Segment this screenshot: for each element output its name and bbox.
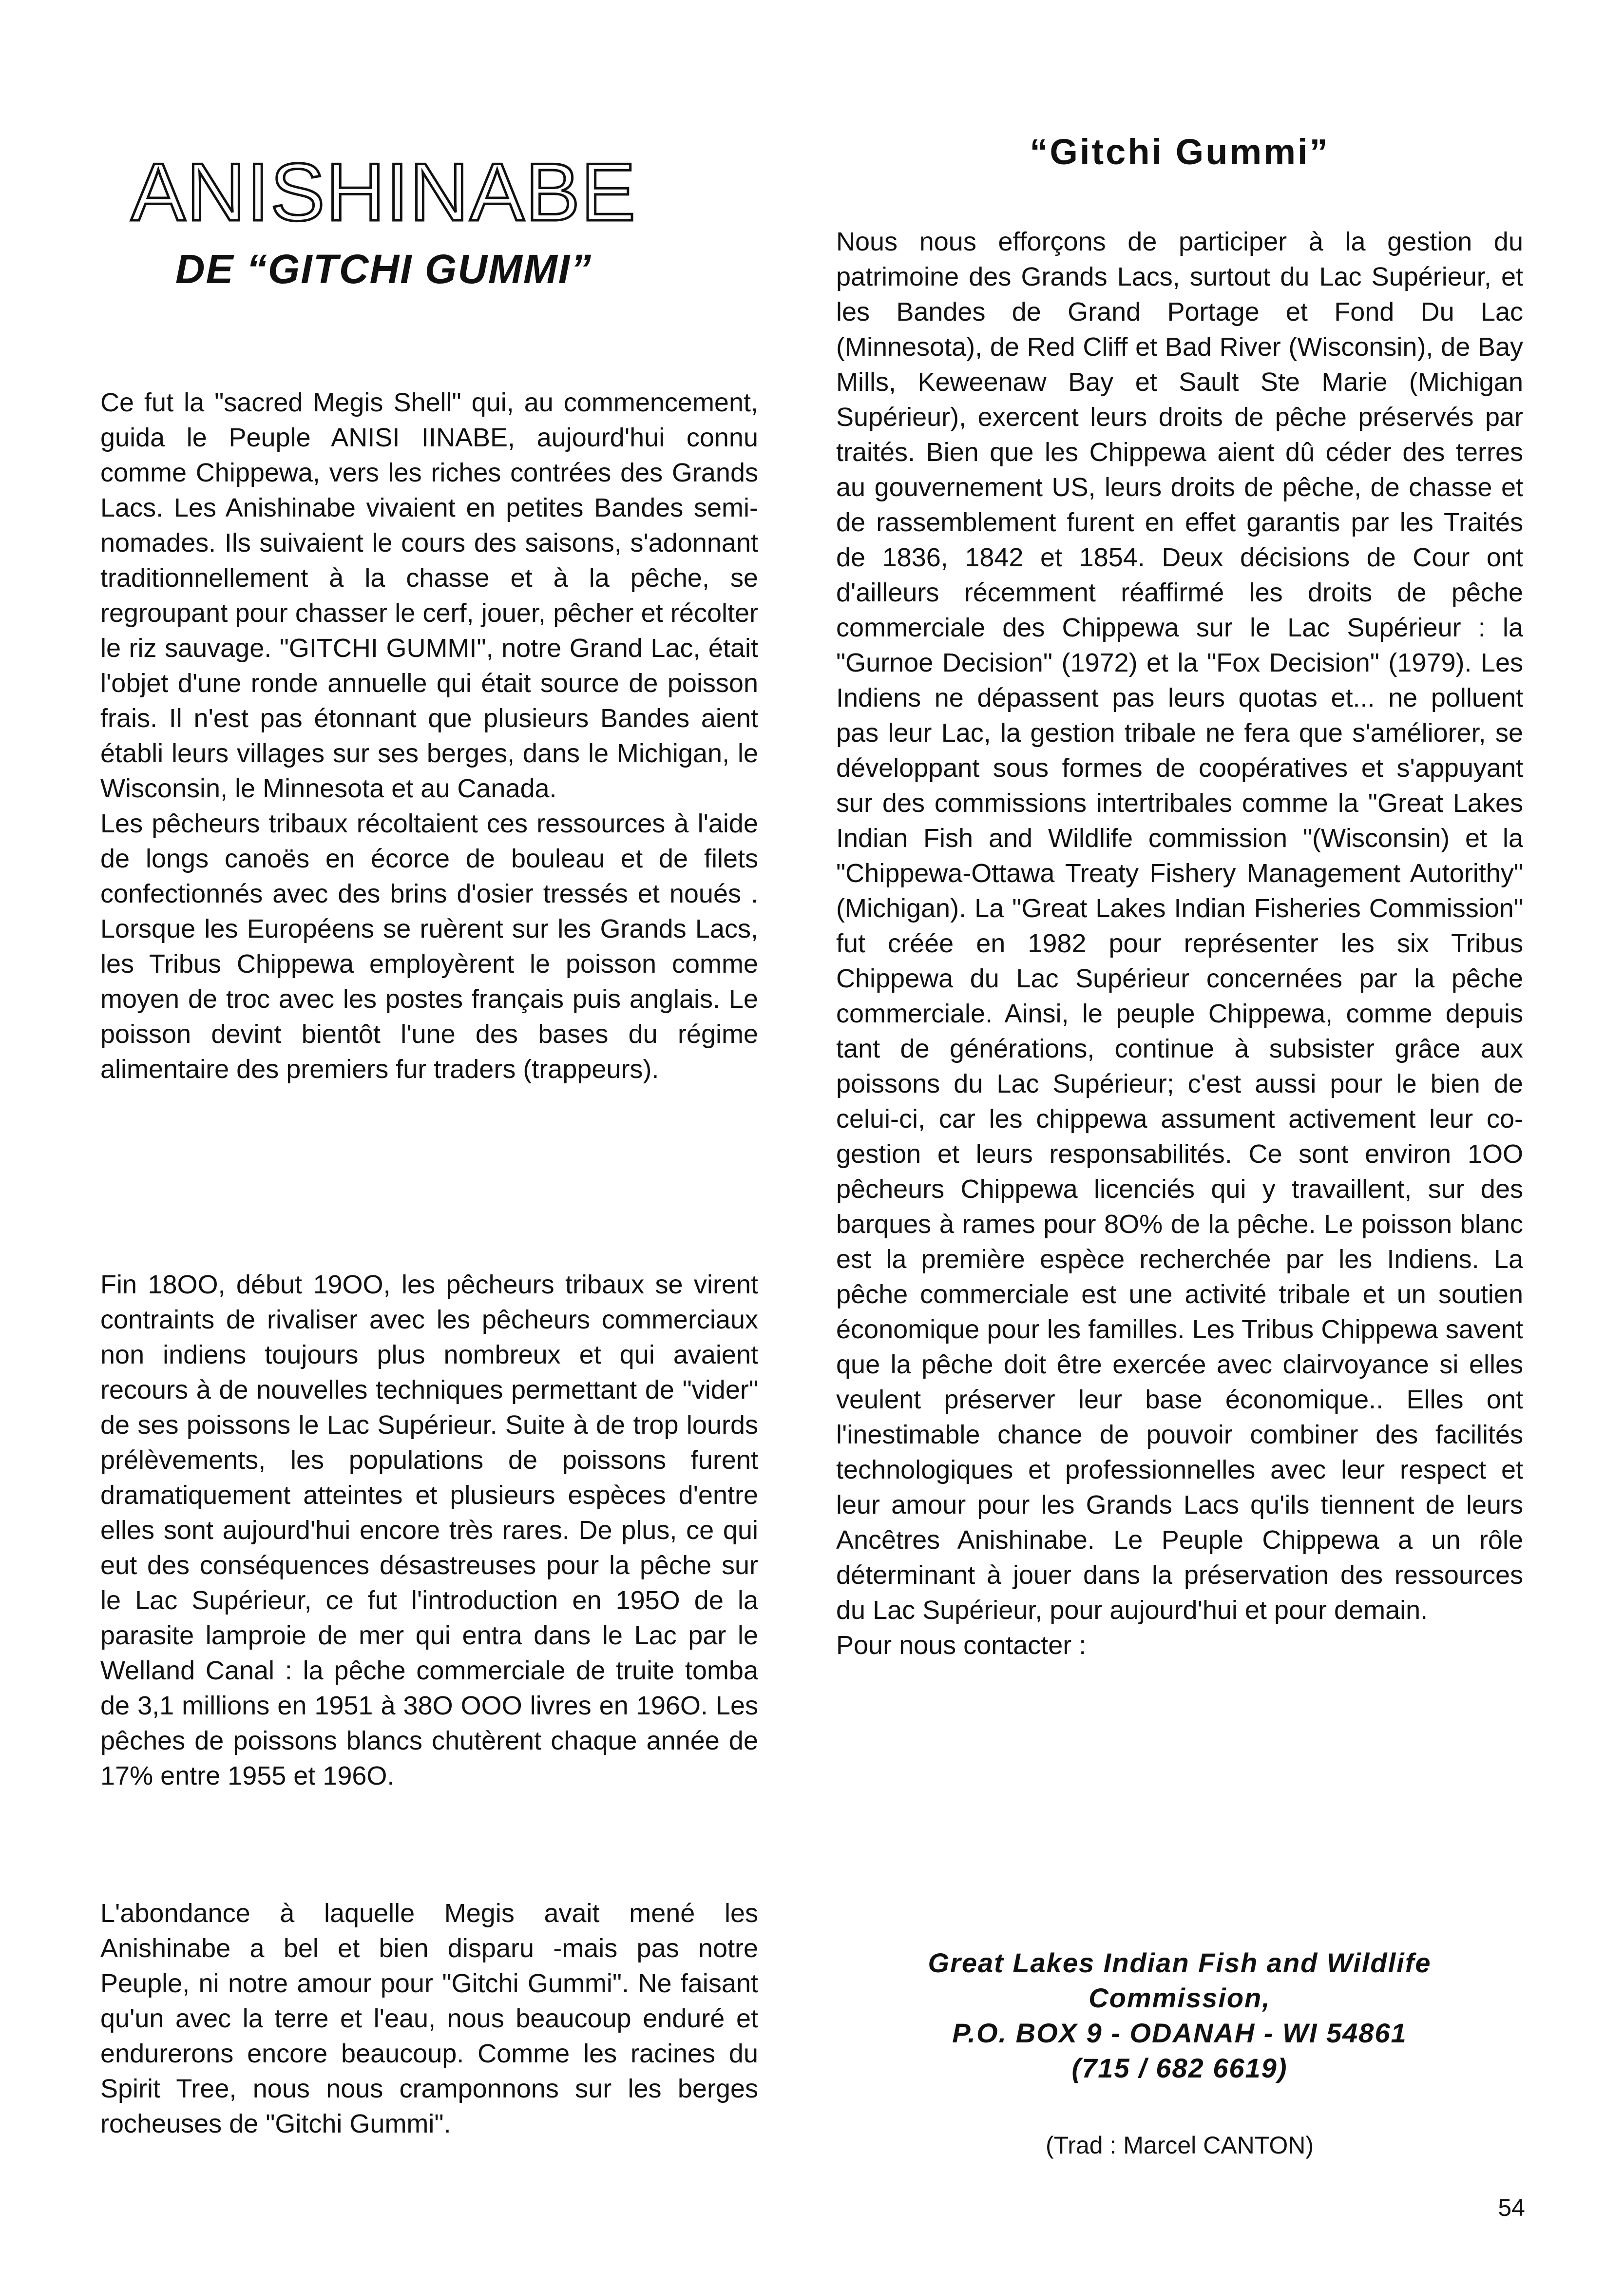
right-paragraph: Nous nous efforçons de participer à la gestion du patrimoine des Grands Lacs, surtout du Lac Supérieur, et les Bandes de Grand Portage et Fond Du Lac (Minnesota), de Red Cliff et Bad River (Wisconsin), de Bay Mills, Keweenaw Bay et Sault Ste Marie (Michigan Supérieur), exercent leurs droits de pêche préservés par traités. Bien que les Chippewa aient dû céder des terres au gouvernement US, leurs droits de pêche, de chasse et de rassemblement furent en effet garantis par les Traités de 1836, 1842 et 1854. Deux décisions de Cour ont d'ailleurs récemment réaffirmé les droits de pêche commerciale des Chippewa sur le Lac Supérieur : la "Gurnoe Decision" (1972) et la "Fox Decision" (1979). Les Indiens ne dépassent pas leurs quotas et... ne polluent pas leur Lac, la gestion tribale ne fera que s'améliorer, se développant sous formes de coopératives et s'appuyant sur des commissions intertribales comme la "Great Lakes Indian Fish and Wildlife commission "(Wisconsin) et la "Chippewa-Ottawa Treaty Fishery Management Autorithy" (Michigan). La "Great Lakes Indian Fisheries Commission" fut créée en 1982 pour représenter les six Tribus Chippewa du Lac Supérieur concernées par la pêche commerciale. Ainsi, le peuple Chippewa, comme depuis tant de générations, continue à subsister grâce aux poissons du Lac Supérieur; c'est aussi pour le bien de celui-ci, car les chippewa assument activement leur co-gestion et leurs responsabilités. Ce sont environ 1OO pêcheurs Chippewa licenciés qui y travaillent, sur des barques à rames pour 8O% de la pêche. Le poisson blanc est la première espèce recherchée par les Indiens. La pêche commerciale est une activité tribale et un soutien économique pour les familles. Les Tribus Chippewa savent que la pêche doit être exercée avec clairvoyance si elles veulent préserver leur base économique.. Elles ont l'inestimable chance de pouvoir combiner des facilités technologiques et professionnelles avec leur respect et leur amour pour les Grands Lacs qu'ils tiennent de leurs Ancêtres Anishinabe. Le Peuple Chippewa a un rôle déterminant à jouer dans la préservation des ressources du Lac Supérieur, pour aujourd'hui et pour demain. Pour nous contacter : bbox=[836, 227, 1523, 1660]
translator-credit: (Trad : Marcel CANTON) bbox=[1045, 2132, 1314, 2159]
page-number: 54 bbox=[1498, 2194, 1525, 2221]
article-title: ANISHINABE bbox=[131, 146, 637, 238]
right-column-title: “Gitchi Gummi” bbox=[1030, 132, 1330, 172]
contact-address: Great Lakes Indian Fish and Wildlife Commission, P.O. BOX 9 - ODANAH - WI 54861 (715 / 682 6619) bbox=[928, 1947, 1432, 2083]
article-subtitle: DE “GITCHI GUMMI” bbox=[175, 246, 592, 292]
left-paragraph-3: L'abondance à laquelle Megis avait mené les Anishinabe a bel et bien disparu -mais pas notre Peuple, ni notre amour pour "Gitchi Gummi". Ne faisant qu'un avec la terre et l'eau, nous beaucoup enduré et endurerons encore beaucoup. Comme les racines du Spirit Tree, nous nous cramponnons sur les berges rocheuses de "Gitchi Gummi". bbox=[100, 1899, 758, 2138]
left-paragraph-1: Ce fut la "sacred Megis Shell" qui, au commencement, guida le Peuple ANISI IINABE, aujourd'hui connu comme Chippewa, vers les riches contrées des Grands Lacs. Les Anishinabe vivaient en petites Bandes semi-nomades. Ils suivaient le cours des saisons, s'adonnant traditionnellement à la chasse et à la pêche, se regroupant pour chasser le cerf, jouer, pêcher et récolter le riz sauvage. "GITCHI GUMMI", notre Grand Lac, était l'objet d'une ronde annuelle qui était source de poisson frais. Il n'est pas étonnant que plusieurs Bandes aient établi leurs villages sur ses berges, dans le Michigan, le Wisconsin, le Minnesota et au Canada. Les pêcheurs tribaux récoltaient ces ressources à l'aide de longs canoës en écorce de bouleau et de filets confectionnés avec des brins d'osier tressés et noués . Lorsque les Européens se ruèrent sur les Grands Lacs, les Tribus Chippewa employèrent le poisson comme moyen de troc avec les postes français puis anglais. Le poisson devint bientôt l'une des bases du régime alimentaire des premiers fur traders (trappeurs). bbox=[100, 388, 758, 1084]
left-paragraph-2: Fin 18OO, début 19OO, les pêcheurs tribaux se virent contraints de rivaliser avec les pêcheurs commerciaux non indiens toujours plus nombreux et qui avaient recours à de nouvelles techniques permettant de "vider" de ses poissons le Lac Supérieur. Suite à de trop lourds prélèvements, les populations de poissons furent dramatiquement atteintes et plusieurs espèces d'entre elles sont aujourd'hui encore très rares. De plus, ce qui eut des conséquences désastreuses pour la pêche sur le Lac Supérieur, ce fut l'introduction en 195O de la parasite lamproie de mer qui entra dans le Lac par le Welland Canal : la pêche commerciale de truite tomba de 3,1 millions en 1951 à 38O OOO livres en 196O. Les pêches de poissons blancs chutèrent chaque année de 17% entre 1955 et 196O. bbox=[100, 1270, 758, 1790]
